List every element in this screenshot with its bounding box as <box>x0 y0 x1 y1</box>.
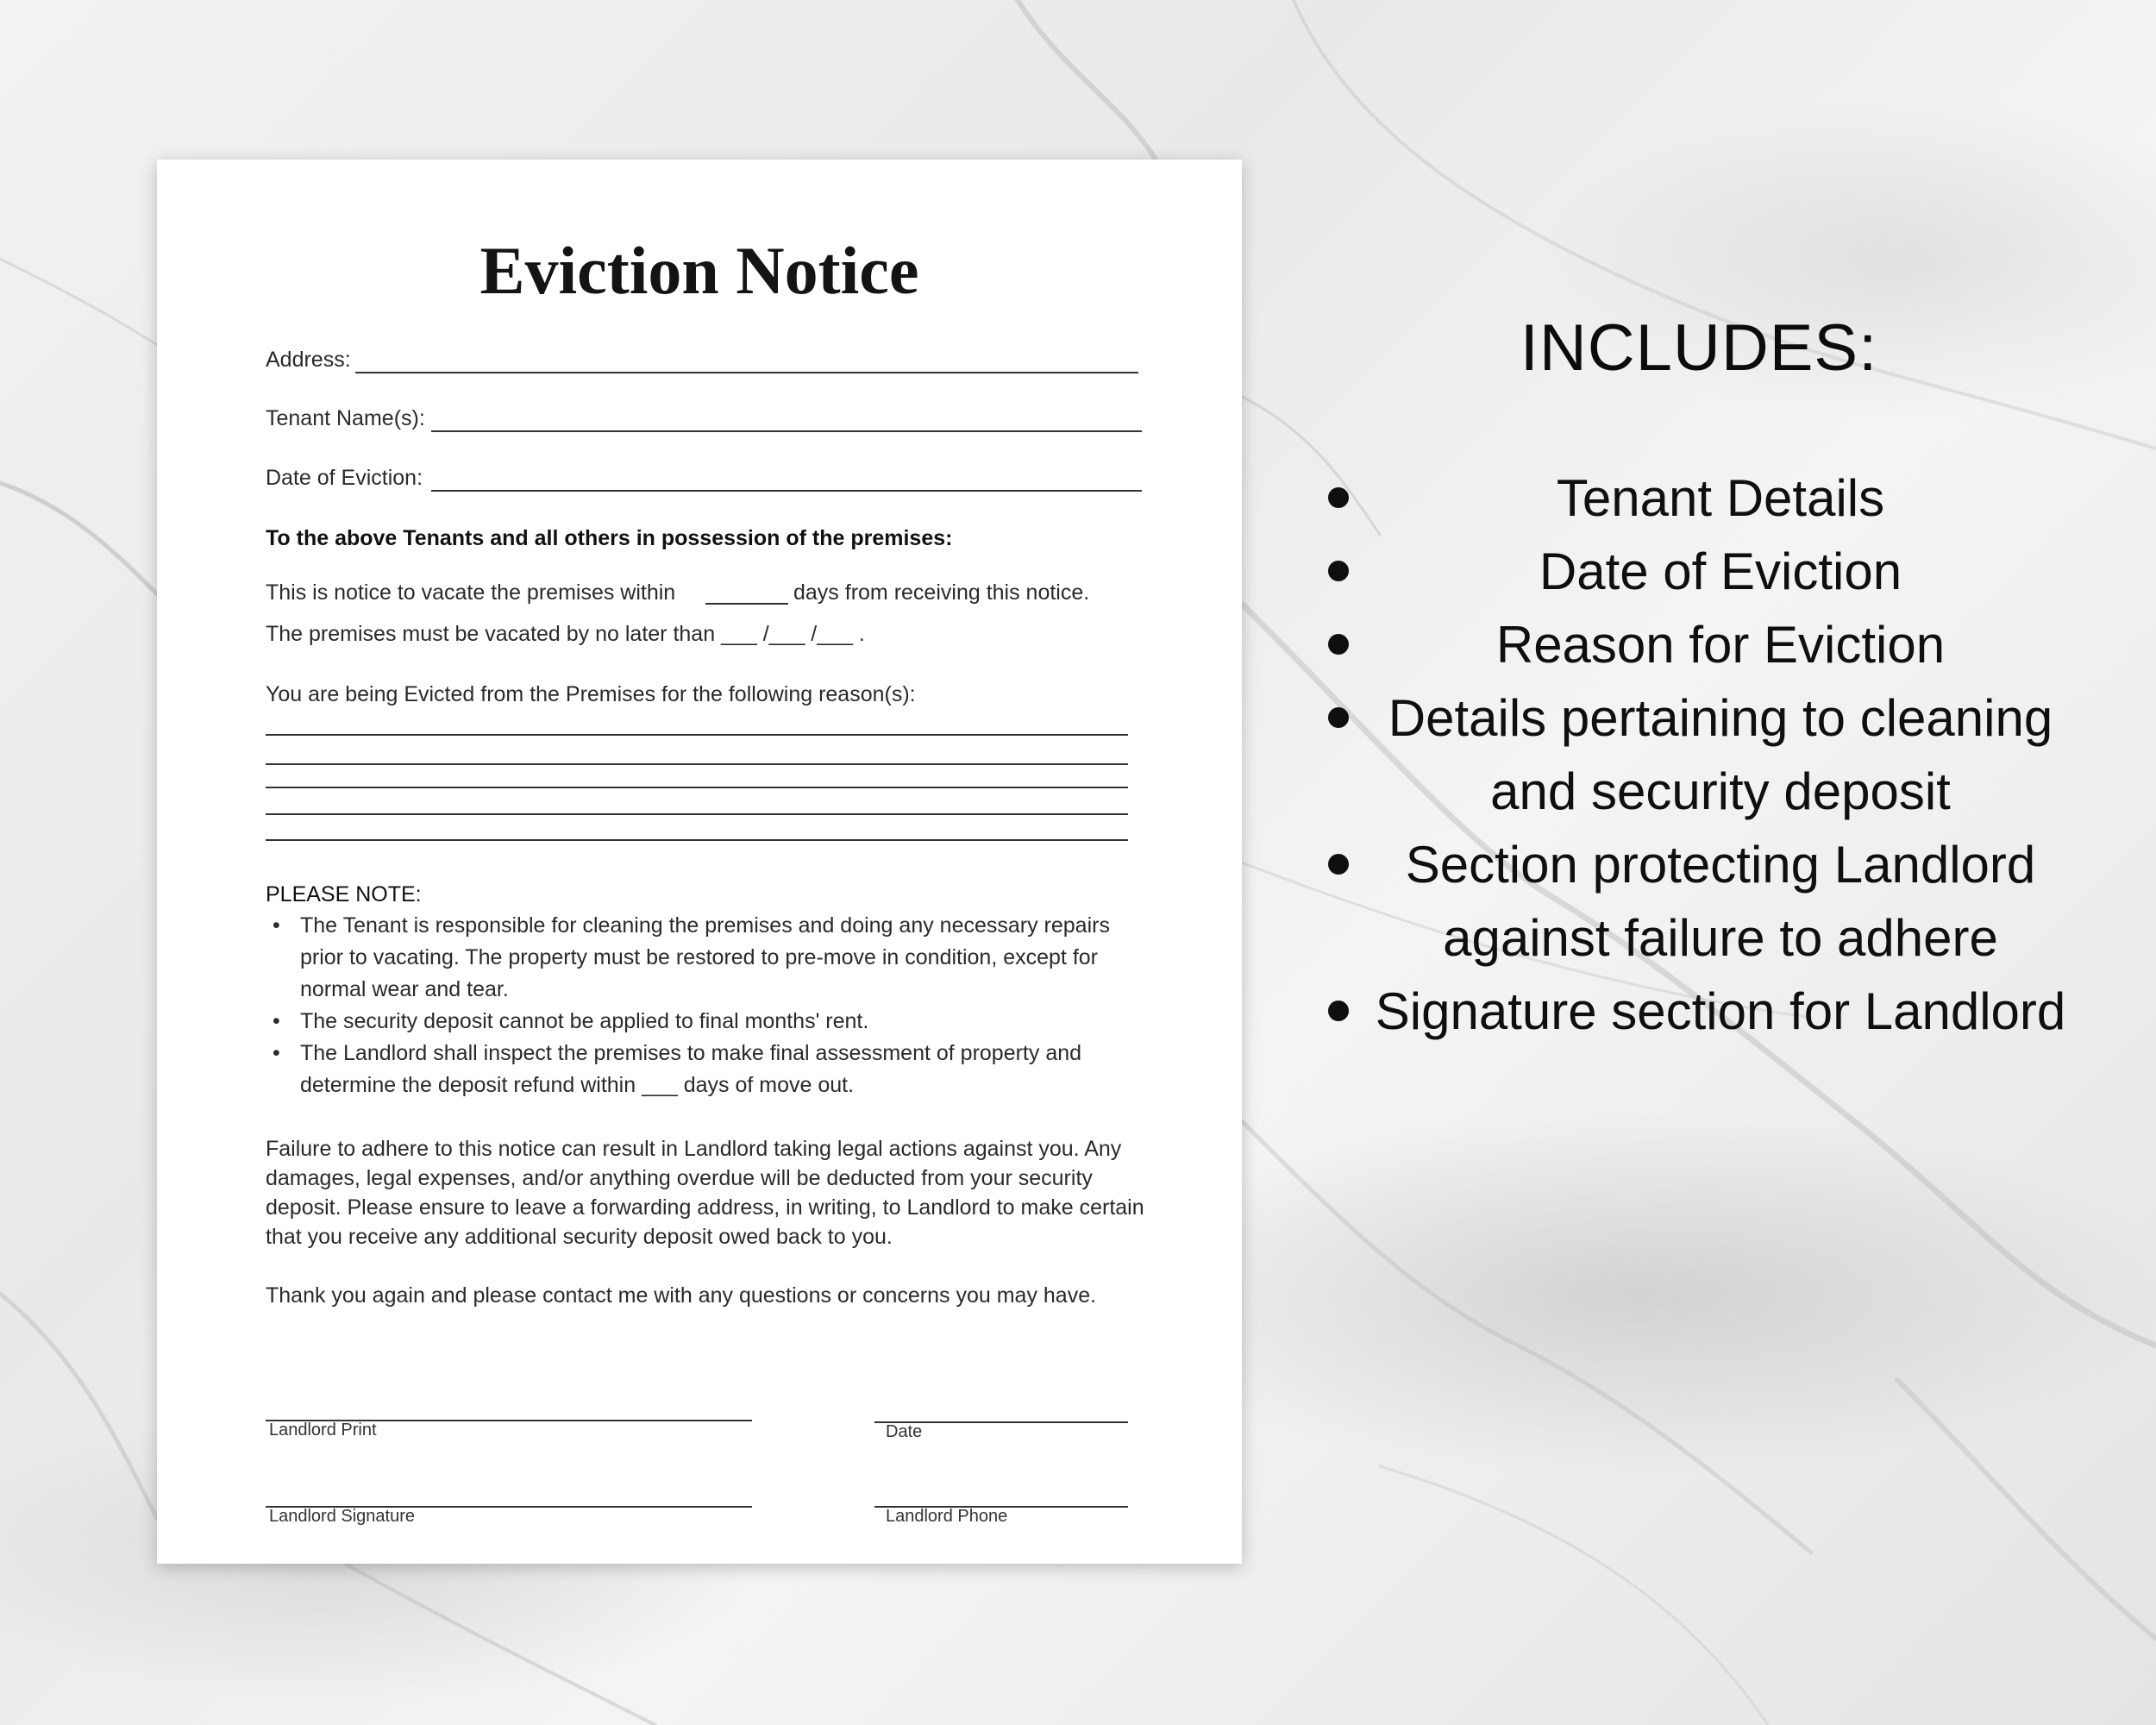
address-label: Address: <box>266 348 351 372</box>
bullet-icon <box>1328 634 1349 655</box>
includes-item <box>1319 461 2078 535</box>
bullet-icon <box>1328 1000 1349 1021</box>
reason-line[interactable] <box>266 839 1128 841</box>
includes-item-text: Details pertaining to cleaning and security deposit <box>1388 689 2053 820</box>
reasons-intro: You are being Evicted from the Premises for the following reason(s): <box>266 682 916 706</box>
bullet-icon <box>1328 561 1349 581</box>
reason-line[interactable] <box>266 734 1128 736</box>
please-note-colon: : <box>415 882 422 906</box>
includes-item <box>1319 681 2078 828</box>
bullet-icon <box>1328 487 1349 508</box>
date-label: Date <box>886 1422 923 1441</box>
includes-item-text: Section protecting Landlord against failure to adhere <box>1405 836 2036 967</box>
bullet-icon <box>1328 854 1349 875</box>
note-item: • The Landlord shall inspect the premises to make final assessment of property and determine the deposit refund within ___ days of move out. <box>264 1038 1144 1101</box>
notice-prefix: This is notice to vacate the premises within <box>266 580 676 605</box>
includes-item-text: Date of Eviction <box>1539 543 1902 600</box>
please-note-heading <box>266 882 422 907</box>
includes-item <box>1319 535 2078 608</box>
note-item: • The security deposit cannot be applied to final months' rent. <box>264 1006 1144 1038</box>
includes-item-text: Signature section for Landlord <box>1375 982 2066 1040</box>
eviction-notice-page <box>157 160 1242 1564</box>
document-title: Eviction Notice <box>479 233 919 308</box>
landlord-phone-label: Landlord Phone <box>886 1507 1008 1526</box>
days-blank-line[interactable] <box>705 603 788 605</box>
addressed-to-heading: To the above Tenants and all others in possession of the premises: <box>266 526 953 550</box>
date-of-eviction-line[interactable] <box>431 490 1142 492</box>
reason-line[interactable] <box>266 787 1128 788</box>
tenant-names-label: Tenant Name(s): <box>266 406 425 430</box>
date-of-eviction-label: Date of Eviction: <box>266 466 423 490</box>
note-item: • The Tenant is responsible for cleaning the premises and doing any necessary repairs prior to vacating. The property must be restored to pre-move in condition, except for normal wear and tear. <box>264 910 1144 1006</box>
notice-suffix: days from receiving this notice. <box>793 580 1090 605</box>
failure-paragraph: Failure to adhere to this notice can result in Landlord taking legal actions against you. Any damages, legal expenses, and/or anything overdue will be deducted from your security deposit. Please ensure to leave a forwarding address, in writing, to Landlord to make certain that you receive any additional security deposit owed back to you. <box>266 1137 1144 1249</box>
bullet-icon <box>1328 707 1349 728</box>
includes-item-text: Tenant Details <box>1556 469 1885 527</box>
includes-title: INCLUDES: <box>1520 311 1878 385</box>
vacate-by-text: The premises must be vacated by no later than ___ /___ /___ . <box>266 622 865 646</box>
includes-item <box>1319 975 2078 1048</box>
address-line[interactable] <box>355 372 1138 373</box>
landlord-print-label: Landlord Print <box>269 1421 377 1440</box>
reason-line[interactable] <box>266 763 1128 765</box>
reason-line[interactable] <box>266 813 1128 815</box>
thanks-paragraph: Thank you again and please contact me with any questions or concerns you may have. <box>266 1283 1097 1308</box>
includes-item-text: Reason for Eviction <box>1495 616 1946 674</box>
please-note-label: PLEASE NOTE <box>266 882 416 906</box>
tenant-names-line[interactable] <box>431 430 1142 432</box>
includes-item <box>1319 828 2078 975</box>
landlord-signature-label: Landlord Signature <box>269 1507 416 1526</box>
includes-item <box>1319 608 2078 681</box>
includes-list <box>1319 461 2078 1048</box>
please-note-list <box>264 910 1144 1101</box>
